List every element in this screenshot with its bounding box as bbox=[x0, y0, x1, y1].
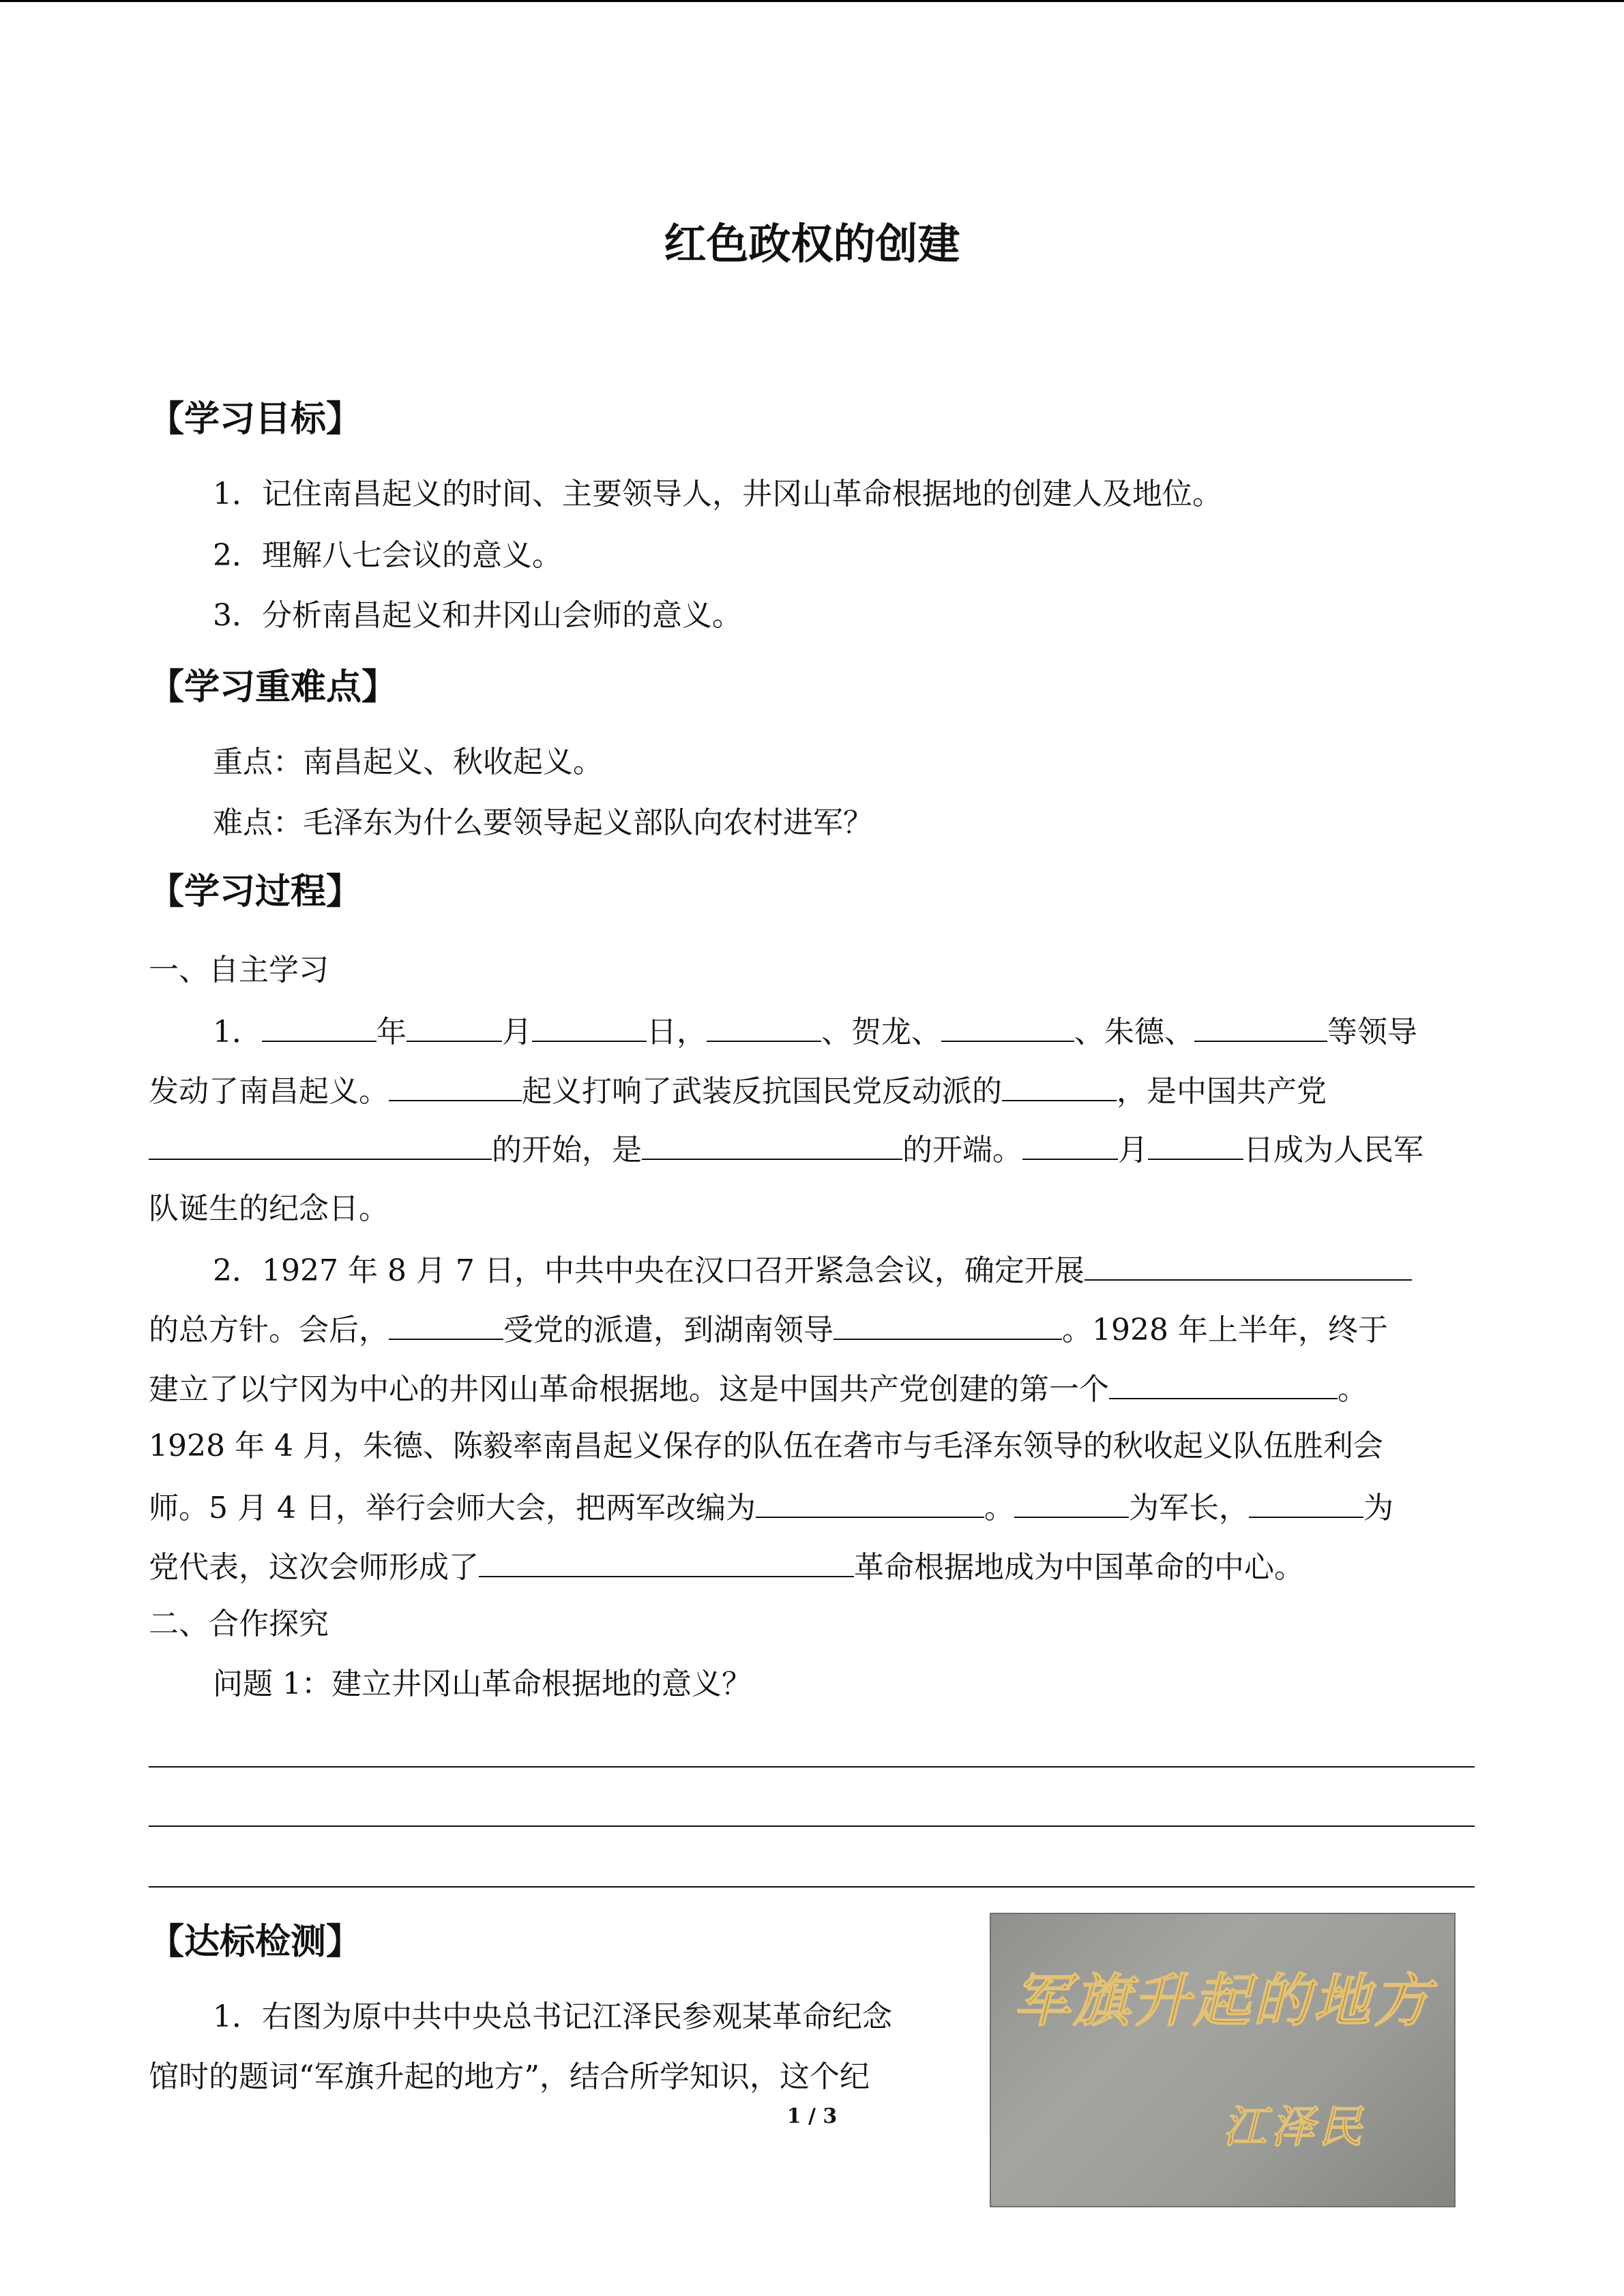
q2-text: 2．1927 年 8 月 7 日，中共中央在汉口召开紧急会议，确定开展 bbox=[213, 1253, 1084, 1288]
goal-item-2: 2．理解八七会议的意义。 bbox=[213, 538, 562, 573]
blank-uprising[interactable] bbox=[389, 1069, 522, 1101]
q1-text: 的开端。 bbox=[902, 1133, 1022, 1167]
q1-text: 日， bbox=[647, 1015, 707, 1049]
blank-base-name[interactable] bbox=[479, 1545, 854, 1577]
top-border bbox=[0, 0, 1624, 2]
blank-commissar[interactable] bbox=[1249, 1485, 1363, 1518]
answer-line-2[interactable] bbox=[149, 1825, 1475, 1827]
inscription-text: 军旗升起的地方 bbox=[1013, 1967, 1434, 2034]
blank-autumn-harvest[interactable] bbox=[833, 1307, 1062, 1340]
q2-line-1 bbox=[213, 1248, 1412, 1292]
inscription-photo bbox=[990, 1913, 1456, 2207]
answer-line-3[interactable] bbox=[149, 1886, 1475, 1888]
q1-line-3 bbox=[149, 1127, 1423, 1171]
key-point-difficulty: 难点：毛泽东为什么要领导起义部队向农村进军？ bbox=[213, 805, 873, 840]
assessment-line-1: 1．右图为原中共中央总书记江泽民参观某革命纪念 bbox=[213, 1999, 892, 2034]
q1-text: 的开始，是 bbox=[492, 1133, 642, 1167]
q2-text: 师。5 月 4 日，举行会师大会，把两军改编为 bbox=[149, 1491, 756, 1525]
goal-item-1: 1．记住南昌起义的时间、主要领导人，井冈山革命根据地的创建人及地位。 bbox=[213, 477, 1222, 511]
q1-text: ，是中国共产党 bbox=[1117, 1074, 1327, 1109]
blank-army-name[interactable] bbox=[756, 1485, 984, 1518]
q1-line-2 bbox=[149, 1069, 1327, 1112]
self-study-heading: 一、自主学习 bbox=[149, 953, 329, 987]
q1-text: 、贺龙、 bbox=[821, 1015, 941, 1049]
q1-text: 月 bbox=[502, 1015, 532, 1049]
cooperation-question-1: 问题 1：建立井冈山革命根据地的意义？ bbox=[213, 1667, 752, 1701]
blank-first-shot[interactable] bbox=[1002, 1069, 1117, 1101]
q1-line-4: 队诞生的纪念日。 bbox=[149, 1191, 389, 1226]
blank-first-base[interactable] bbox=[1109, 1367, 1338, 1399]
q1-text: 发动了南昌起义。 bbox=[149, 1074, 389, 1109]
q2-line-5 bbox=[149, 1485, 1393, 1529]
signature-text: 江泽民 bbox=[1223, 2102, 1366, 2153]
blank-leader-2[interactable] bbox=[941, 1009, 1074, 1042]
blank-dispatched[interactable] bbox=[389, 1307, 503, 1340]
cooperation-heading: 二、合作探究 bbox=[149, 1607, 329, 1641]
q2-line-3 bbox=[149, 1367, 1368, 1410]
section-process-heading: 【学习过程】 bbox=[149, 871, 362, 912]
q2-text: 的总方针。会后， bbox=[149, 1313, 389, 1347]
assessment-line-2: 馆时的题词“军旗升起的地方”，结合所学知识，这个纪 bbox=[149, 2059, 870, 2094]
q1-number: 1． bbox=[213, 1015, 262, 1049]
q1-text: 日成为人民军 bbox=[1243, 1133, 1423, 1167]
blank-day[interactable] bbox=[532, 1009, 647, 1042]
q2-text: 受党的派遣，到湖南领导 bbox=[503, 1313, 833, 1347]
q2-line-2 bbox=[149, 1307, 1388, 1351]
q2-line-4: 1928 年 4 月，朱德、陈毅率南昌起义保存的队伍在砻市与毛泽东领导的秋收起义队伍胜利会 bbox=[149, 1429, 1383, 1463]
blank-commander[interactable] bbox=[1014, 1485, 1129, 1518]
blank-beginning[interactable] bbox=[149, 1127, 492, 1160]
q2-text: 革命根据地成为中国革命的中心。 bbox=[854, 1550, 1304, 1585]
q1-text: 年 bbox=[377, 1015, 407, 1049]
q1-text: 等领导 bbox=[1327, 1015, 1417, 1049]
q2-text: 建立了以宁冈为中心的井冈山革命根据地。这是中国共产党创建的第一个 bbox=[149, 1372, 1109, 1407]
blank-month[interactable] bbox=[407, 1009, 502, 1042]
q2-text: 为军长， bbox=[1128, 1491, 1249, 1525]
q1-text: 月 bbox=[1118, 1133, 1148, 1167]
blank-army-day[interactable] bbox=[1148, 1127, 1243, 1160]
page-title: 红色政权的创建 bbox=[664, 219, 960, 269]
section-key-points-heading: 【学习重难点】 bbox=[149, 667, 398, 708]
section-assessment-heading: 【达标检测】 bbox=[149, 1922, 362, 1963]
key-point-focus: 重点：南昌起义、秋收起义。 bbox=[213, 745, 603, 779]
blank-general-policy[interactable] bbox=[1084, 1248, 1412, 1281]
q2-text: 党代表，这次会师形成了 bbox=[149, 1550, 479, 1585]
answer-line-1[interactable] bbox=[149, 1766, 1475, 1768]
blank-leader-1[interactable] bbox=[707, 1009, 821, 1042]
q2-line-6 bbox=[149, 1545, 1304, 1588]
inscription-photo-art bbox=[990, 1913, 1456, 2207]
q1-line-1 bbox=[213, 1009, 1417, 1053]
section-goals-heading: 【学习目标】 bbox=[149, 399, 362, 440]
q1-text: 起义打响了武装反抗国民党反动派的 bbox=[522, 1074, 1002, 1109]
q1-text: 、朱德、 bbox=[1074, 1015, 1194, 1049]
blank-year[interactable] bbox=[262, 1009, 377, 1042]
q2-text: 。 bbox=[1338, 1372, 1368, 1407]
page-number: 1 / 3 bbox=[786, 2104, 838, 2128]
goal-item-3: 3．分析南昌起义和井冈山会师的意义。 bbox=[213, 598, 742, 633]
q2-text: 为 bbox=[1363, 1491, 1393, 1525]
q2-text: 。1928 年上半年，终于 bbox=[1062, 1313, 1388, 1347]
blank-army-month[interactable] bbox=[1022, 1127, 1118, 1160]
q2-text: 。 bbox=[984, 1491, 1014, 1525]
blank-leader-3[interactable] bbox=[1194, 1009, 1327, 1042]
stone-texture bbox=[990, 1913, 1456, 2207]
blank-start[interactable] bbox=[642, 1127, 902, 1160]
